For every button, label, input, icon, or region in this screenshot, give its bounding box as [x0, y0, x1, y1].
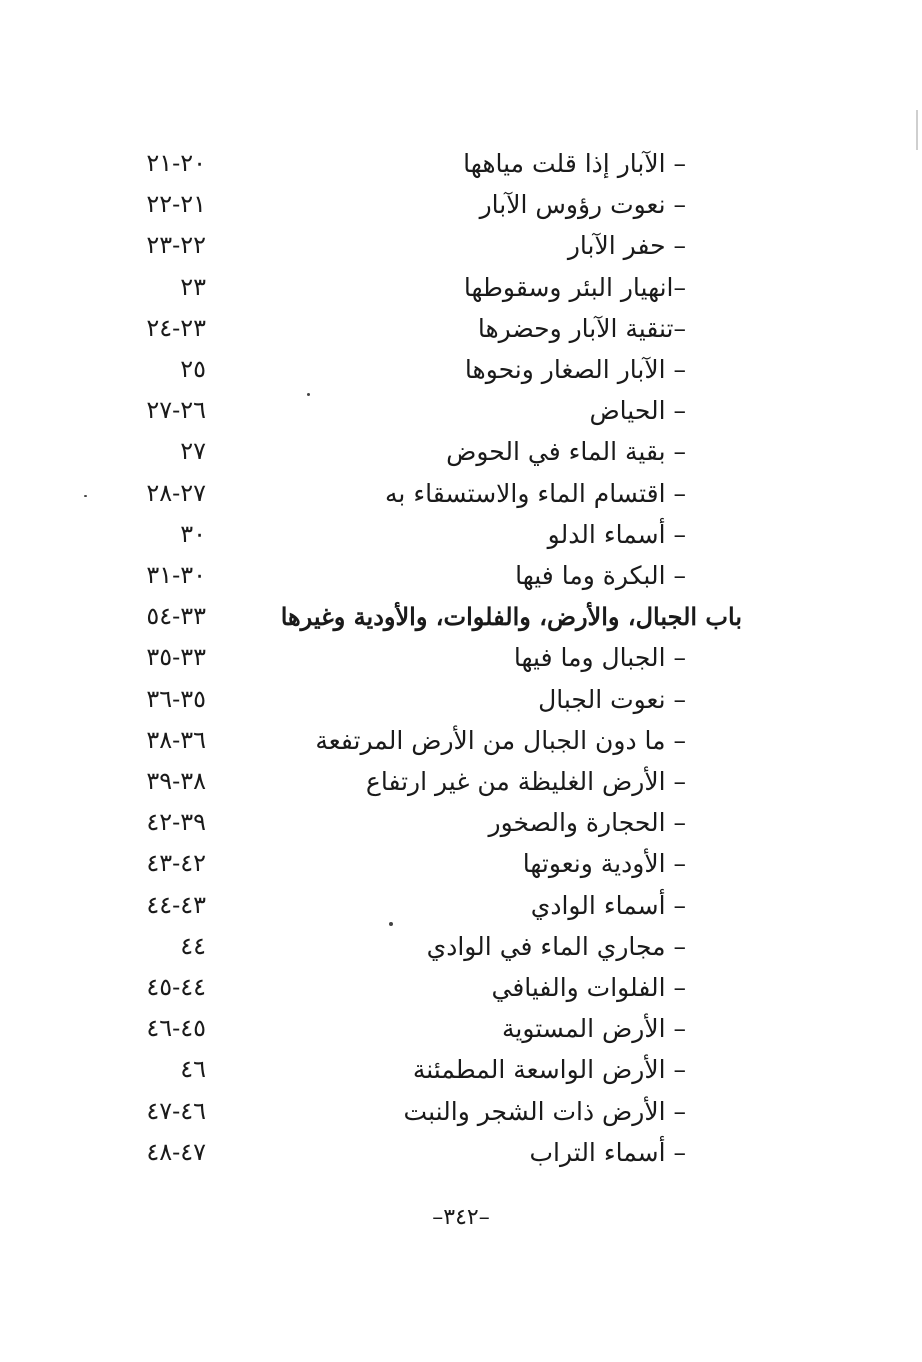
entry-page-range: ٢٠-٢١ [146, 149, 206, 177]
entry-page-range: ٢٦-٢٧ [146, 396, 206, 424]
entry-page-range: ٢٧-٢٨ [146, 479, 206, 507]
entry-title: – بقية الماء في الحوض [446, 437, 686, 466]
ink-speck [84, 495, 87, 497]
ink-speck [389, 922, 393, 926]
toc-entry-row [0, 308, 922, 349]
toc-entry-row [0, 1132, 922, 1173]
entry-title: – الآبار الصغار ونحوها [464, 355, 686, 384]
toc-entry-row [0, 720, 922, 761]
entry-title: – الأرض الغليظة من غير ارتفاع [365, 767, 686, 796]
toc-entry-row [0, 225, 922, 266]
entry-page-range: ٣٩-٤٢ [146, 808, 206, 836]
entry-title: – الفلوات والفيافي [491, 973, 686, 1002]
entry-page-range: ٣٣-٥٤ [146, 602, 206, 630]
entry-page-range: ٢٣-٢٤ [146, 314, 206, 342]
toc-entry-row [0, 761, 922, 802]
toc-entry-row [0, 1091, 922, 1132]
entry-page-range: ٤٥-٤٦ [146, 1014, 206, 1042]
entry-page-range: ٤٤ [180, 932, 206, 960]
entry-page-range: ٢١-٢٢ [146, 190, 206, 218]
entry-page-range: ٤٣-٤٤ [146, 891, 206, 919]
entry-title: – البكرة وما فيها [515, 561, 686, 590]
toc-entry-row [0, 926, 922, 967]
entry-page-range: ٢٥ [180, 355, 206, 383]
entry-title: – أسماء الوادي [530, 891, 686, 920]
toc-entry-row [0, 349, 922, 390]
toc-entry-row [0, 555, 922, 596]
entry-title: – الحجارة والصخور [488, 808, 686, 837]
entry-page-range: ٣٠ [180, 520, 206, 548]
page-number: –٣٤٢– [432, 1205, 490, 1230]
entry-page-range: ٢٧ [180, 437, 206, 465]
entry-page-range: ٢٣ [180, 273, 206, 301]
entry-title: – الأرض ذات الشجر والنبت [403, 1097, 686, 1126]
entry-page-range: ٣٣-٣٥ [146, 643, 206, 671]
entry-title: – أسماء الدلو [547, 520, 686, 549]
entry-title: – اقتسام الماء والاستسقاء به [385, 479, 686, 508]
entry-page-range: ٤٦-٤٧ [146, 1097, 206, 1125]
entry-page-range: ٤٧-٤٨ [146, 1138, 206, 1166]
toc-entry-row [0, 679, 922, 720]
entry-title: – ما دون الجبال من الأرض المرتفعة [315, 726, 686, 755]
entry-title: – الأرض الواسعة المطمئنة [412, 1055, 686, 1084]
entry-title: –انهيار البئر وسقوطها [463, 273, 686, 302]
entry-page-range: ٣٠-٣١ [146, 561, 206, 589]
entry-title: –تنقية الآبار وحضرها [477, 314, 686, 343]
entry-page-range: ٤٢-٤٣ [146, 849, 206, 877]
toc-entry-row [0, 184, 922, 225]
entry-page-range: ٢٢-٢٣ [146, 231, 206, 259]
toc-entry-row [0, 431, 922, 472]
toc-entry-row [0, 967, 922, 1008]
toc-chapter-row [0, 596, 922, 637]
entry-title: – الجبال وما فيها [513, 643, 686, 672]
ink-speck [307, 393, 310, 396]
toc-entry-row [0, 143, 922, 184]
toc-entry-row [0, 843, 922, 884]
entry-title: – الأودية ونعوتها [522, 849, 686, 878]
toc-entry-row [0, 267, 922, 308]
entry-page-range: ٣٥-٣٦ [146, 685, 206, 713]
toc-entry-row [0, 390, 922, 431]
toc-entry-row [0, 802, 922, 843]
toc-entry-row [0, 1049, 922, 1090]
entry-title: – نعوت الجبال [538, 685, 686, 714]
entry-title: – الحياض [589, 396, 686, 425]
entry-title: – الآبار إذا قلت مياهها [463, 149, 686, 178]
toc-entry-row [0, 473, 922, 514]
toc-entry-row [0, 1008, 922, 1049]
entry-page-range: ٣٨-٣٩ [146, 767, 206, 795]
toc-entry-row [0, 514, 922, 555]
entry-page-range: ٤٦ [180, 1055, 206, 1083]
entry-title: – أسماء التراب [529, 1138, 686, 1167]
entry-page-range: ٤٤-٤٥ [146, 973, 206, 1001]
entry-title: – حفر الآبار [567, 231, 686, 260]
entry-title: – مجاري الماء في الوادي [426, 932, 686, 961]
entry-title: – الأرض المستوية [501, 1014, 686, 1043]
toc-entry-row [0, 885, 922, 926]
entry-title: – نعوت رؤوس الآبار [479, 190, 686, 219]
chapter-title: باب الجبال، والأرض، والفلوات، والأودية وغيرها [280, 602, 742, 631]
entry-page-range: ٣٦-٣٨ [146, 726, 206, 754]
toc-entry-row [0, 637, 922, 678]
